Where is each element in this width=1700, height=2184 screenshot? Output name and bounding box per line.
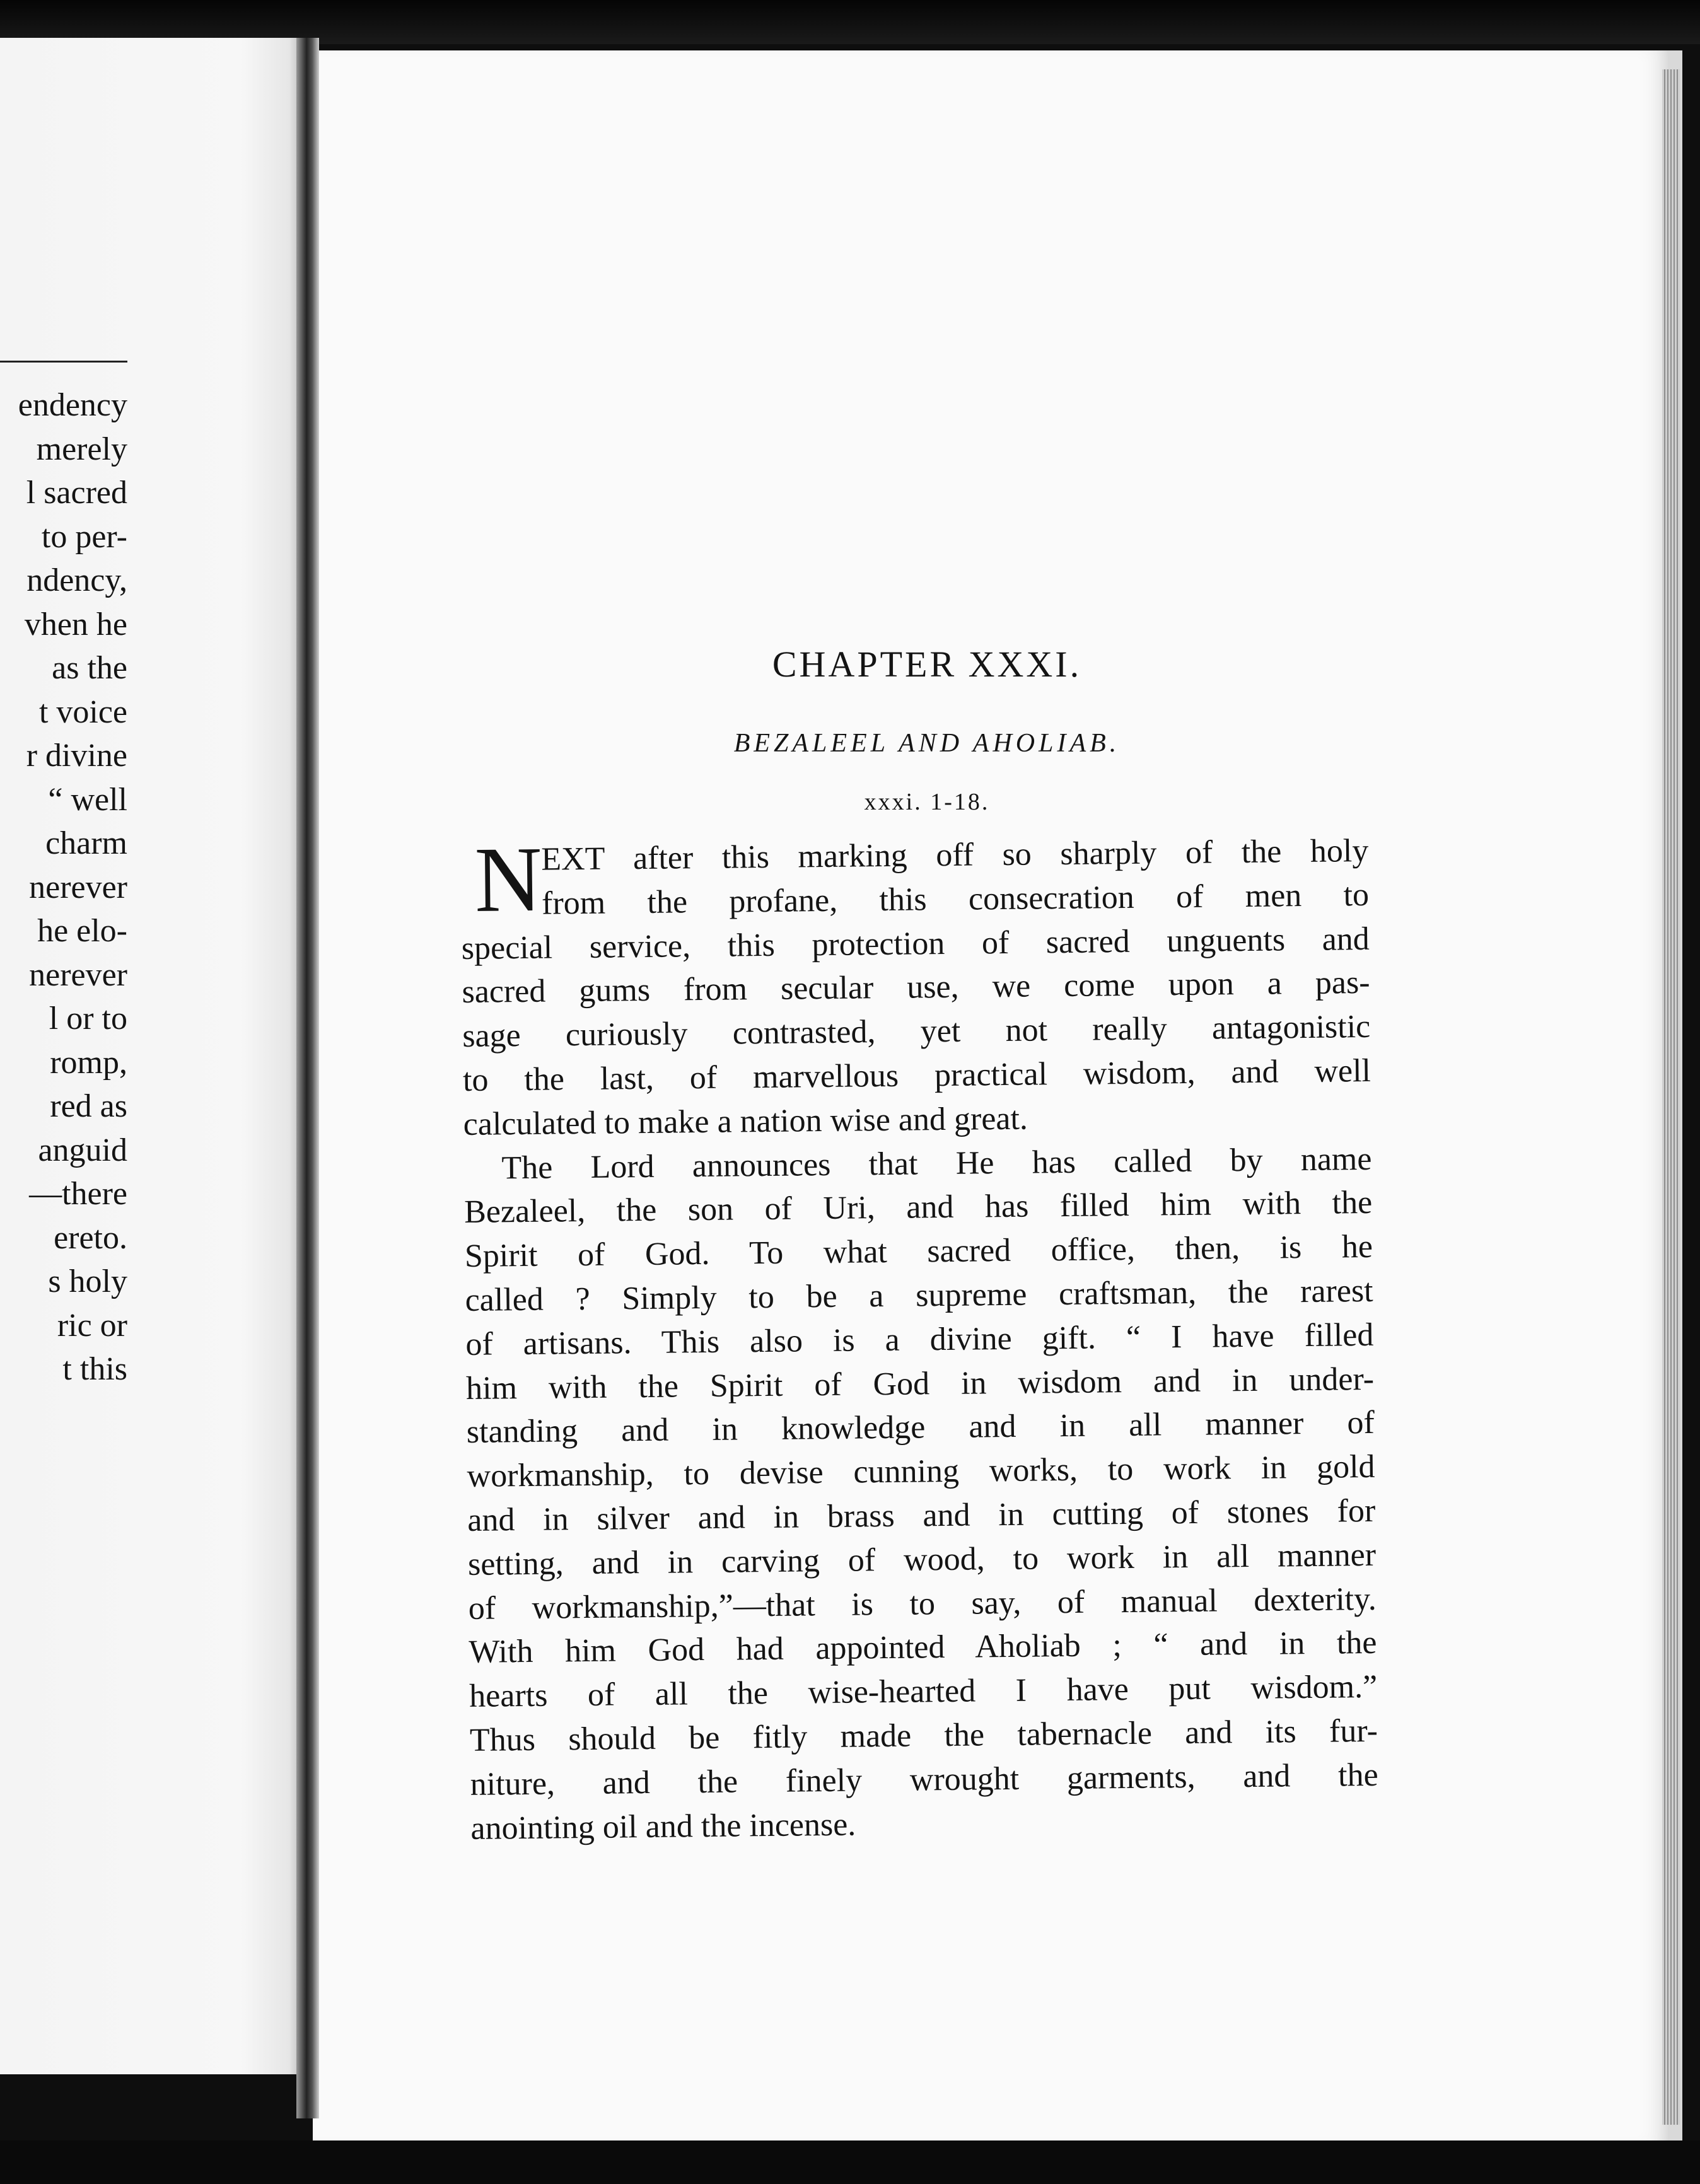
body-line: Thus should be fitly made the tabernacle and its fur-	[469, 1712, 1378, 1758]
left-line: t this	[62, 1351, 127, 1387]
left-line: he elo-	[37, 913, 127, 949]
page-stack-edge	[1662, 69, 1680, 2125]
chapter-title: CHAPTER XXXI.	[772, 644, 1082, 685]
left-line: endency	[18, 387, 127, 423]
left-line: —there	[29, 1176, 127, 1212]
scan-bottom-edge	[0, 2140, 1700, 2184]
left-line: to per-	[41, 518, 127, 555]
body-line: hearts of all the wise-hearted I have put wisdom.”	[469, 1668, 1378, 1715]
body-line: of workmanship,”—that is to say, of manual dexterity.	[468, 1581, 1377, 1627]
body-line: of artisans. This also is a divine gift. “ I have filled	[465, 1316, 1374, 1362]
left-page-text	[18, 383, 127, 1391]
left-line: nerever	[29, 956, 127, 993]
chapter-subtitle: BEZALEEL AND AHOLIAB.	[733, 729, 1121, 758]
drop-cap: N	[474, 827, 543, 932]
verse-reference: xxxi. 1-18.	[864, 789, 990, 815]
left-page-rule	[0, 361, 127, 363]
body-line: Bezaleel, the son of Uri, and has filled him with the	[463, 1185, 1373, 1231]
body-line: The Lord announces that He has called by name	[501, 1141, 1372, 1186]
left-line: “ well	[48, 781, 127, 818]
left-line: r divine	[26, 738, 127, 774]
left-line: l or to	[49, 1001, 127, 1037]
body-line: him with the Spirit of God in wisdom and in under-	[465, 1361, 1375, 1407]
body-line: from the profane, this consecration of men to	[541, 876, 1370, 922]
book-gutter	[296, 38, 319, 2118]
left-line: ric or	[57, 1307, 127, 1344]
body-line: calculated to make a nation wise and great.	[463, 1100, 1028, 1142]
left-line: ereto.	[54, 1219, 127, 1256]
left-page	[0, 38, 301, 2074]
body-line: anointing oil and the incense.	[470, 1806, 856, 1847]
left-line: merely	[36, 431, 127, 467]
left-line: l sacred	[26, 475, 127, 511]
body-line: workmanship, to devise cunning works, to work in gold	[467, 1449, 1375, 1495]
body-line: Spirit of God. To what sacred office, then, is he	[464, 1229, 1373, 1275]
body-line: special service, this protection of sacred unguents and	[461, 921, 1370, 967]
left-line: romp,	[50, 1044, 127, 1081]
left-line: nerever	[29, 869, 127, 905]
chapter-body	[460, 829, 1379, 1850]
left-line: red as	[50, 1088, 127, 1124]
left-line: as the	[52, 650, 127, 686]
body-line: standing and in knowledge and in all manner of	[466, 1405, 1375, 1451]
body-line: called ? Simply to be a supreme craftsman, the rarest	[465, 1272, 1373, 1318]
left-line: t voice	[38, 694, 127, 730]
body-line: and in silver and in brass and in cutting of stones for	[467, 1492, 1376, 1538]
body-line: setting, and in carving of wood, to work in all manner	[467, 1536, 1377, 1583]
left-line: charm	[45, 825, 127, 861]
body-line: With him God had appointed Aholiab ; “ and in the	[469, 1625, 1377, 1671]
left-line: ndency,	[26, 562, 127, 598]
body-line: niture, and the finely wrought garments, and the	[470, 1757, 1378, 1803]
body-line: EXT after this marking off so sharply of the holy	[541, 832, 1369, 878]
body-line: to the last, of marvellous practical wisdom, and well	[462, 1052, 1371, 1098]
body-line: sage curiously contrasted, yet not really antagonistic	[462, 1009, 1371, 1055]
body-line: sacred gums from secular use, we come upon a pas-	[462, 965, 1370, 1011]
left-line: anguid	[38, 1132, 127, 1168]
left-line: s holy	[48, 1263, 127, 1299]
left-line: vhen he	[24, 606, 127, 642]
